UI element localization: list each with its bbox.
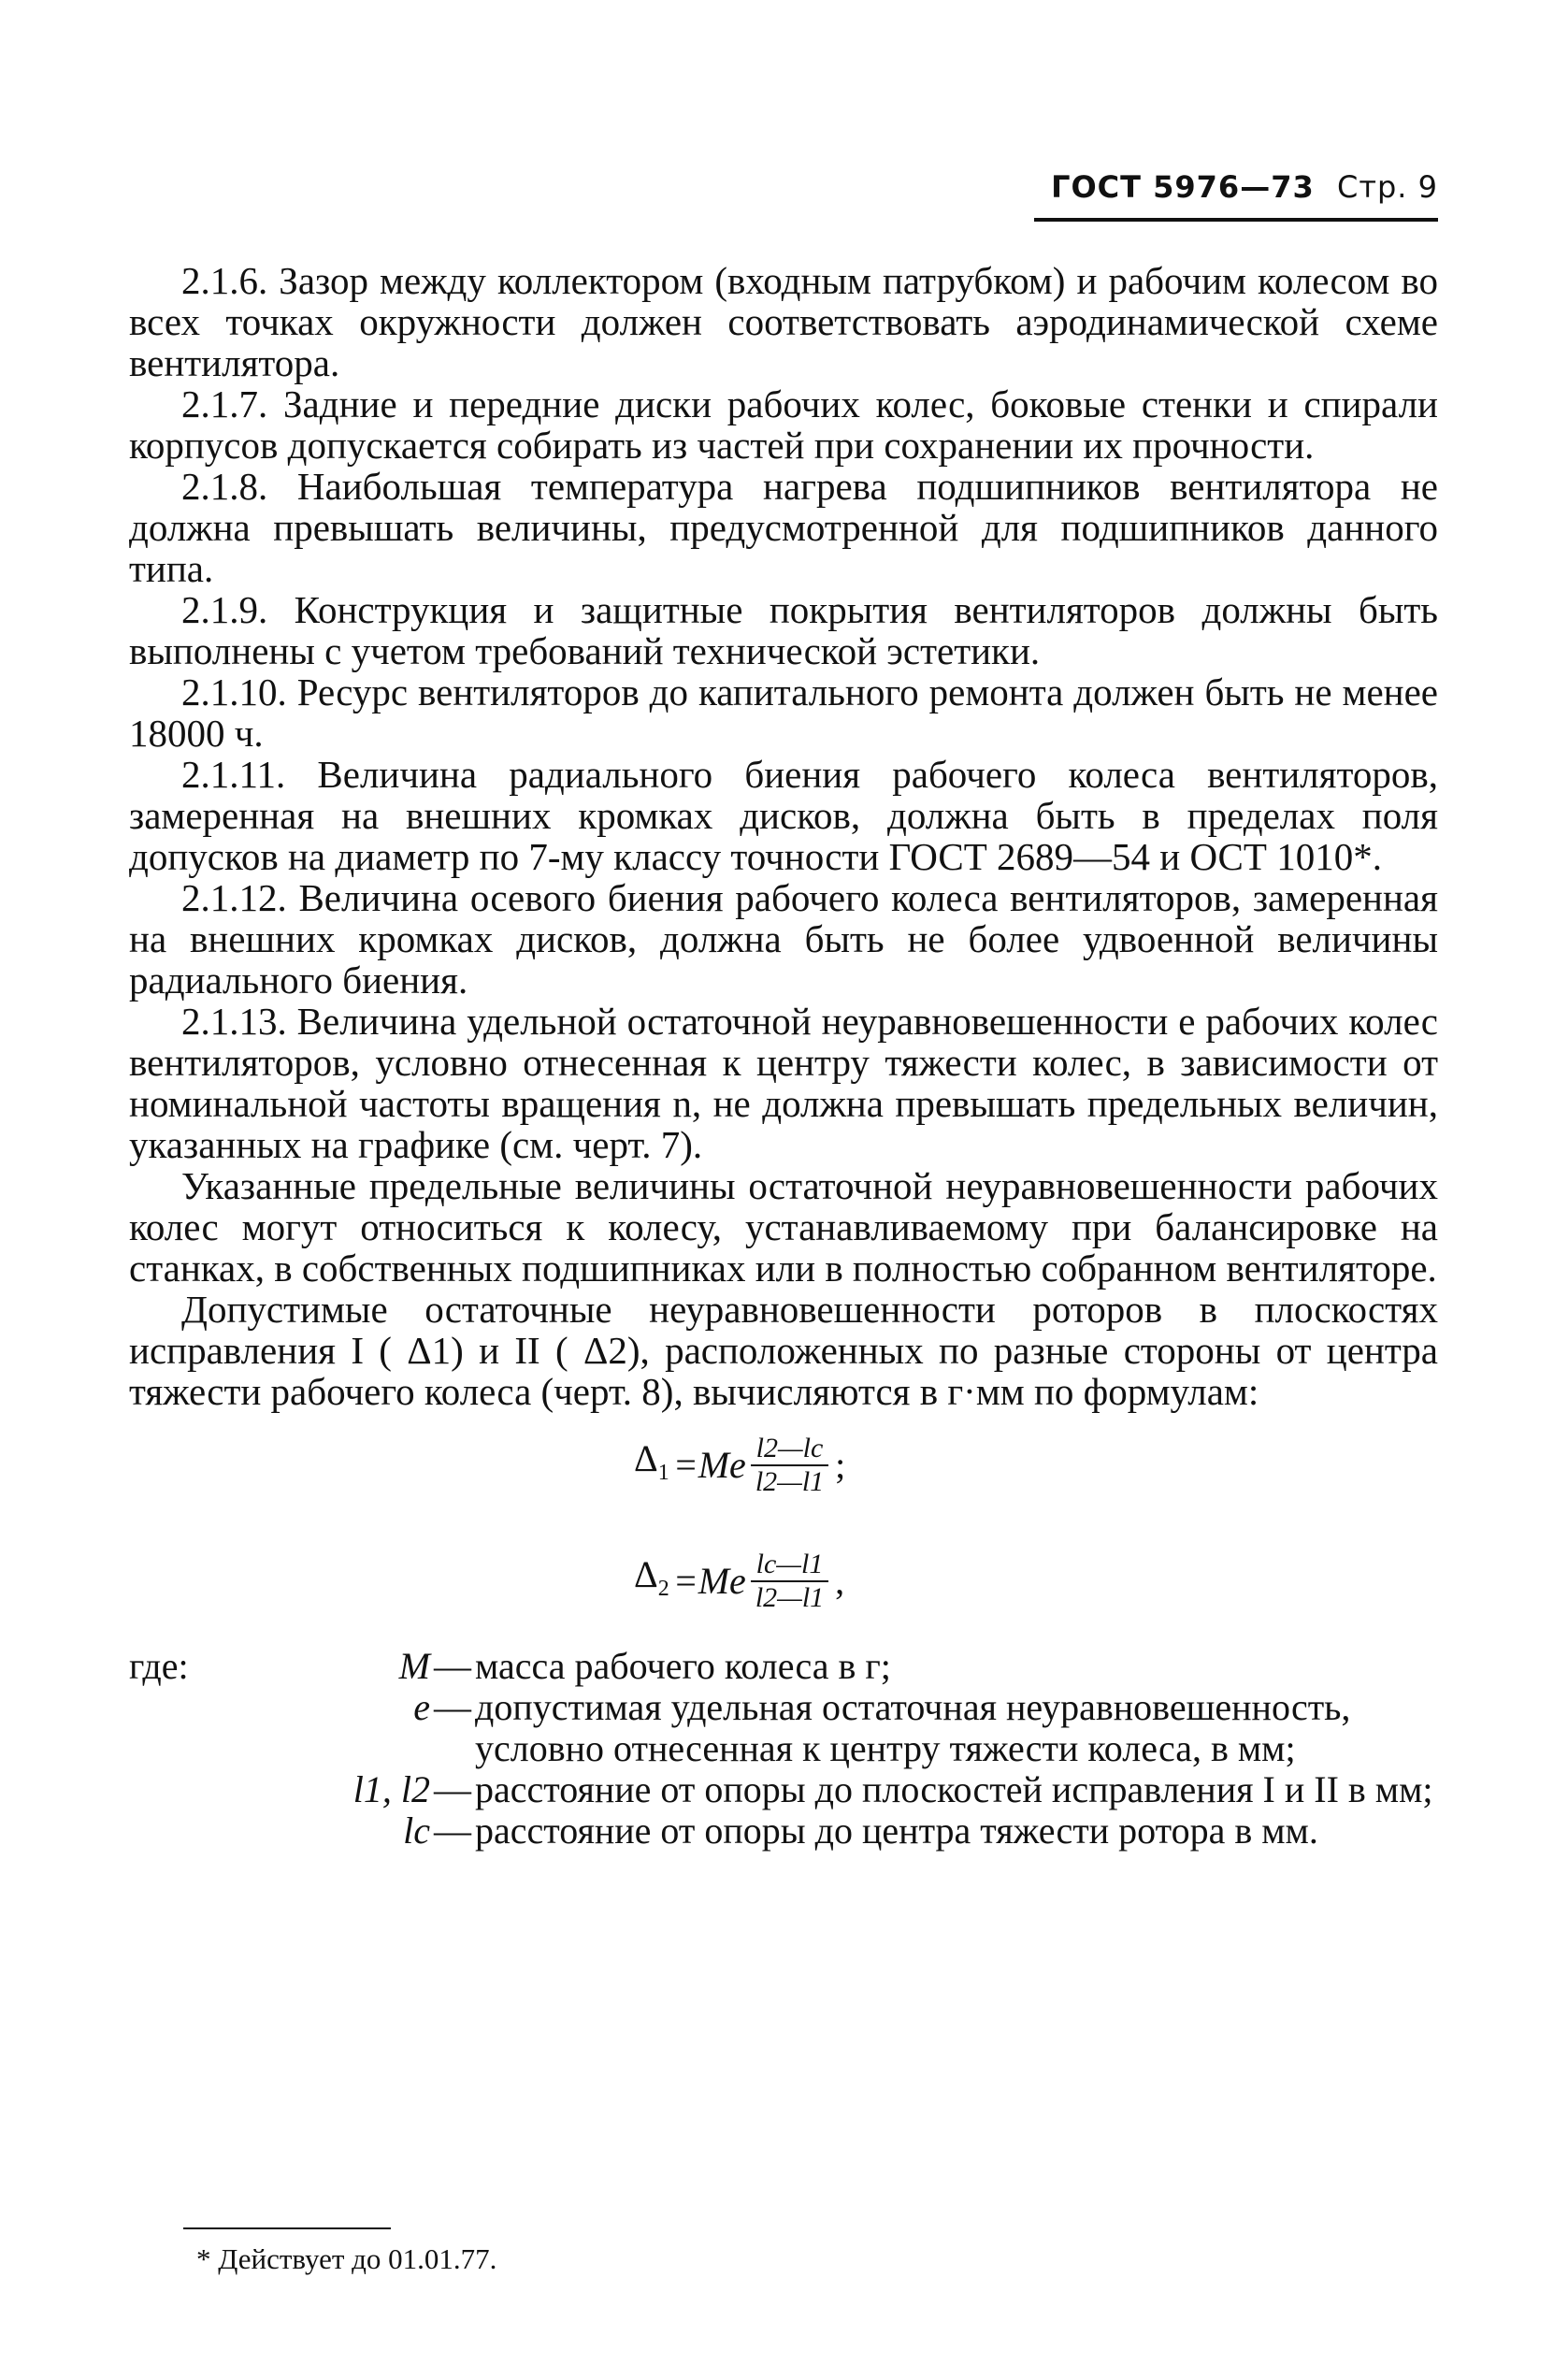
legend-symbol: lc <box>403 1809 430 1852</box>
legend-row <box>129 1769 1438 1810</box>
formula-lhs: Δ <box>634 1552 658 1595</box>
paragraph-2-1-11: 2.1.11. Величина радиального биения рабочего колеса вентиляторов, замеренная на внешних кромках дисков, должна быть в пределах поля допусков на диаметр по 7-му классу точности ГОСТ 2689—54 и ОСТ 1010*. <box>129 753 1438 878</box>
legend-description: допустимая удельная остаточная неуравновешенность, условно отнесенная к центру тяжести колеса, в мм; <box>475 1686 1351 1769</box>
formula-lhs: Δ <box>634 1436 658 1479</box>
legend-dash: — <box>434 1645 471 1687</box>
paragraph-2-1-6: 2.1.6. Зазор между коллектором (входным патрубком) и рабочим колесом во всех точках окружности должен соответствовать аэродинамической схеме вентилятора. <box>129 259 1438 384</box>
page-header <box>1034 169 1438 205</box>
legend-row <box>129 1810 1438 1852</box>
formula-fraction <box>750 1433 829 1498</box>
paragraph-2-1-12: 2.1.12. Величина осевого биения рабочего колеса вентиляторов, замеренная на внешних кромках дисков, должна быть не более удвоенной величины радиального биения. <box>129 876 1438 1002</box>
fraction-numerator: l2—lc <box>751 1433 829 1466</box>
legend-dash: — <box>434 1686 471 1728</box>
paragraph-unbalance-limits: Указанные предельные величины остаточной неуравновешенности рабочих колес могут относиться к колесу, устанавливаемому при балансировке на станках, в собственных подшипниках или в полностью собранном вентиляторе. <box>129 1164 1438 1290</box>
paragraph-2-1-9: 2.1.9. Конструкция и защитные покрытия вентиляторов должны быть выполнены с учетом требований технической эстетики. <box>129 588 1438 672</box>
legend-symbol: l1, l2 <box>352 1768 430 1810</box>
legend-description: расстояние от опоры до центра тяжести ротора в мм. <box>475 1809 1318 1852</box>
footnote-rule <box>183 2227 391 2229</box>
formula-coefficient: =Me <box>672 1444 746 1486</box>
legend-dash: — <box>434 1768 471 1810</box>
legend-dash: — <box>434 1809 471 1852</box>
formula-delta-2 <box>634 1549 844 1614</box>
formula-lhs-index: 2 <box>657 1576 669 1601</box>
footnote: * Действует до 01.01.77. <box>196 2242 497 2275</box>
page-number: Стр. 9 <box>1337 169 1438 205</box>
legend-row <box>129 1687 1438 1769</box>
legend-description: расстояние от опоры до плоскостей исправления I и II в мм; <box>475 1768 1433 1810</box>
fraction-numerator: lc—l1 <box>751 1549 829 1582</box>
legend-description: масса рабочего колеса в г; <box>475 1645 891 1687</box>
legend-row <box>129 1646 1438 1687</box>
paragraph-2-1-10: 2.1.10. Ресурс вентиляторов до капитального ремонта должен быть не менее 18000 ч. <box>129 670 1438 755</box>
legend-symbol: M <box>398 1645 430 1687</box>
formula-block <box>129 1412 1438 1633</box>
standard-number: ГОСТ 5976—73 <box>1051 169 1315 205</box>
formula-delta-1 <box>634 1433 845 1498</box>
document-body <box>129 260 1438 1852</box>
formula-fraction <box>750 1549 829 1614</box>
formula-punctuation: , <box>835 1560 845 1602</box>
legend-symbol: e <box>413 1686 430 1728</box>
header-rule <box>1034 218 1438 222</box>
fraction-denominator: l2—l1 <box>755 1582 825 1613</box>
paragraph-2-1-7: 2.1.7. Задние и передние диски рабочих колес, боковые стенки и спирали корпусов допускается собирать из частей при сохранении их прочности. <box>129 382 1438 467</box>
formula-punctuation: ; <box>835 1444 846 1486</box>
fraction-denominator: l2—l1 <box>755 1466 825 1497</box>
paragraph-correction-planes: Допустимые остаточные неуравновешенности роторов в плоскостях исправления I ( Δ1) и II ( Δ2), расположенных по разные стороны от центра тяжести рабочего колеса (черт. 8), вычисляются в г·мм по формулам: <box>129 1288 1438 1413</box>
formula-lhs-index: 1 <box>657 1460 669 1485</box>
formula-coefficient: =Me <box>672 1560 746 1602</box>
paragraph-2-1-8: 2.1.8. Наибольшая температура нагрева подшипников вентилятора не должна превышать величины, предусмотренной для подшипников данного типа. <box>129 465 1438 590</box>
legend-lead: где: <box>129 1645 189 1687</box>
symbol-legend <box>129 1646 1438 1852</box>
paragraph-2-1-13: 2.1.13. Величина удельной остаточной неуравновешенности e рабочих колес вентиляторов, условно отнесенная к центру тяжести колес, в зависимости от номинальной частоты вращения n, не должна превышать предельных величин, указанных на графике (см. черт. 7). <box>129 1000 1438 1166</box>
